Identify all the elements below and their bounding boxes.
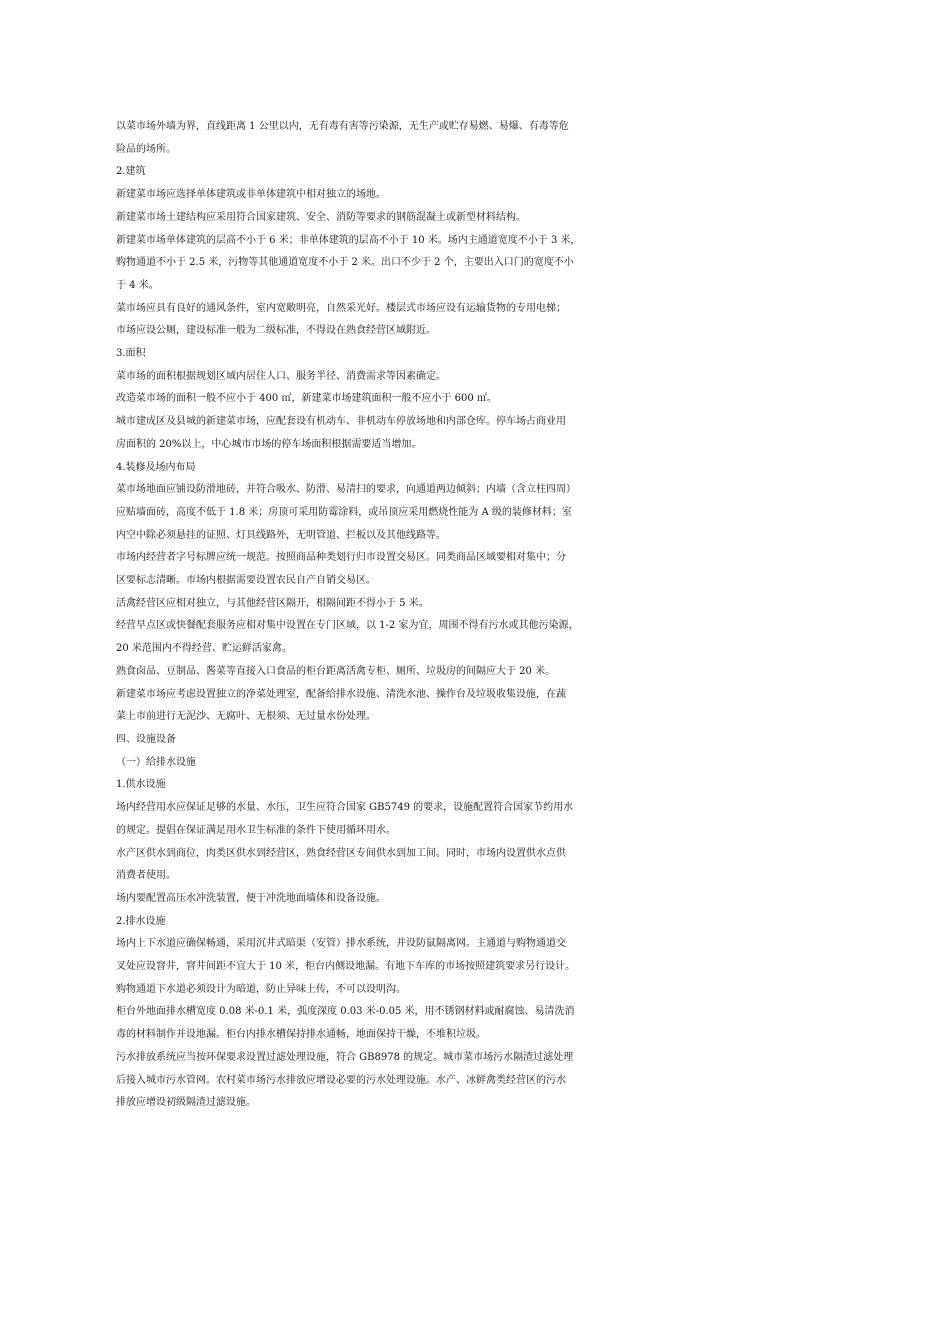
text-line: 消费者使用。 [116,870,176,882]
text-line: 购物通道不小于 2.5 米，污物等其他通道宽度不小于 2 米。出口不少于 2 个，主要出入口门的宽度不小 [116,257,574,269]
text-line: 毒的材料制作并设地漏。柜台内排水槽保持排水通畅，地面保持干燥，不堆积垃圾。 [116,1029,486,1041]
text-line: 排放应增设初级隔渣过滤设施。 [116,1097,256,1109]
text-line: 场内要配置高压水冲洗装置，便于冲洗地面墙体和设备设施。 [116,892,386,904]
text-line: 场内经营用水应保证足够的水量、水压，卫生应符合国家 GB5749 的要求，设施配置符合国家节约用水 [116,802,574,814]
text-line: 叉处应设窨井，窨井间距不宜大于 10 米，柜台内侧设地漏。有地下车库的市场按照建筑要求另行设计。 [116,961,576,973]
text-line: 区要标志清晰。市场内根据需要设置农民自产自销交易区。 [116,575,376,587]
text-line: 城市建成区及县城的新建菜市场，应配套设有机动车、非机动车停放场地和内部仓库。停车场占商业用 [116,416,566,428]
text-line: 的规定。提倡在保证满足用水卫生标准的条件下使用循环用水。 [116,824,396,836]
text-line: 新建菜市场应考虑设置独立的净菜处理室，配备给排水设施、清洗水池、操作台及垃圾收集设施，在蔬 [116,688,566,700]
text-line: 购物通道下水道必须设计为暗道，防止异味上传，不可以设明沟。 [116,983,406,995]
text-line: 菜市场的面积根据规划区域内居住人口、服务半径、消费需求等因素确定。 [116,370,446,382]
text-line: 污水排放系统应当按环保要求设置过滤处理设施，符合 GB8978 的规定。城市菜市场污水隔渣过滤处理 [116,1051,574,1063]
text-line: 以菜市场外墙为界，直线距离 1 公里以内，无有毒有害等污染源，无生产或贮存易燃、易爆、有毒等危 [116,121,569,132]
text-line: 市场内经营者字号标牌应统一规范。按照商品种类划行归市设置交易区。同类商品区域要相对集中；分 [116,552,566,564]
document-body [116,116,864,1115]
text-line: 经营早点区或快餐配套服务应相对集中设置在专门区域，以 1-2 家为宜，周围不得有污水或其他污染源， [116,620,579,632]
text-line: 改造菜市场的面积一般不应小于 400 ㎡，新建菜市场建筑面积一般不应小于 600 ㎡。 [116,393,497,405]
text-line: 于 4 米。 [116,279,159,291]
text-line: （一）给排水设施 [116,756,196,768]
text-line: 菜上市前进行无泥沙、无腐叶、无根须、无过量水份处理。 [116,711,376,723]
text-line: 后接入城市污水管网。农村菜市场污水排放应增设必要的污水处理设施。水产、冰鲜禽类经营区的污水 [116,1074,566,1086]
text-line: 四、设施设备 [116,733,176,745]
text-line: 水产区供水到商位，肉类区供水到经营区，熟食经营区专间供水到加工间。同时，市场内设置供水点供 [116,847,566,859]
text-line: 熟食卤品、豆制品、酱菜等直接入口食品的柜台距离活禽专柜、厕所、垃圾房的间隔应大于 20 米。 [116,665,556,677]
text-line: 新建菜市场单体建筑的层高不小于 6 米；非单体建筑的层高不小于 10 米。场内主通道宽度不小于 3 米， [116,234,581,246]
text-line: 应贴墙面砖，高度不低于 1.8 米；房顶可采用防霉涂料，或吊顶应采用燃烧性能为 A 级的装修材料；室 [116,506,572,518]
text-line: 2.建筑 [116,166,146,178]
text-line: 菜市场地面应铺设防滑地砖，并符合吸水、防滑、易清扫的要求，向通道两边倾斜；内墙（含立柱四周） [116,484,576,496]
text-line: 场内上下水道应确保畅通，采用沉井式暗渠（安管）排水系统，并设防鼠隔离网。主通道与购物通道交 [116,938,566,950]
text-line: 1.供水设施 [116,779,166,791]
text-line: 2.排水设施 [116,915,166,927]
text-line: 内空中除必须悬挂的证照、灯具线路外，无明管道、拦板以及其他线路等。 [116,529,446,541]
text-line: 房面积的 20%以上，中心城市市场的停车场面积根据需要适当增加。 [116,438,422,450]
text-line: 菜市场应具有良好的通风条件，室内宽敞明亮，自然采光好。楼层式市场应设有运输货物的专用电梯； [116,302,566,314]
text-line: 新建菜市场土建结构应采用符合国家建筑、安全、消防等要求的钢筋混凝土或新型材料结构。 [116,211,526,223]
text-line: 市场应设公厕，建设标准一般为二级标准，不得设在熟食经营区域附近。 [116,325,436,337]
text-line: 活禽经营区应相对独立，与其他经营区隔开，相隔间距不得小于 5 米。 [116,597,429,609]
text-line: 新建菜市场应选择单体建筑或非单体建筑中相对独立的场地。 [116,189,386,201]
text-line: 柜台外地面排水槽宽度 0.08 米-0.1 米，弧度深度 0.03 米-0.05 米，用不锈钢材料或耐腐蚀、易清洗消 [116,1006,575,1018]
text-line: 3.面积 [116,348,146,360]
text-line: 险品的场所。 [116,143,176,155]
text-line: 20 米范围内不得经营、贮运鲜活家禽。 [116,643,292,655]
text-line: 4.装修及场内布局 [116,461,196,473]
